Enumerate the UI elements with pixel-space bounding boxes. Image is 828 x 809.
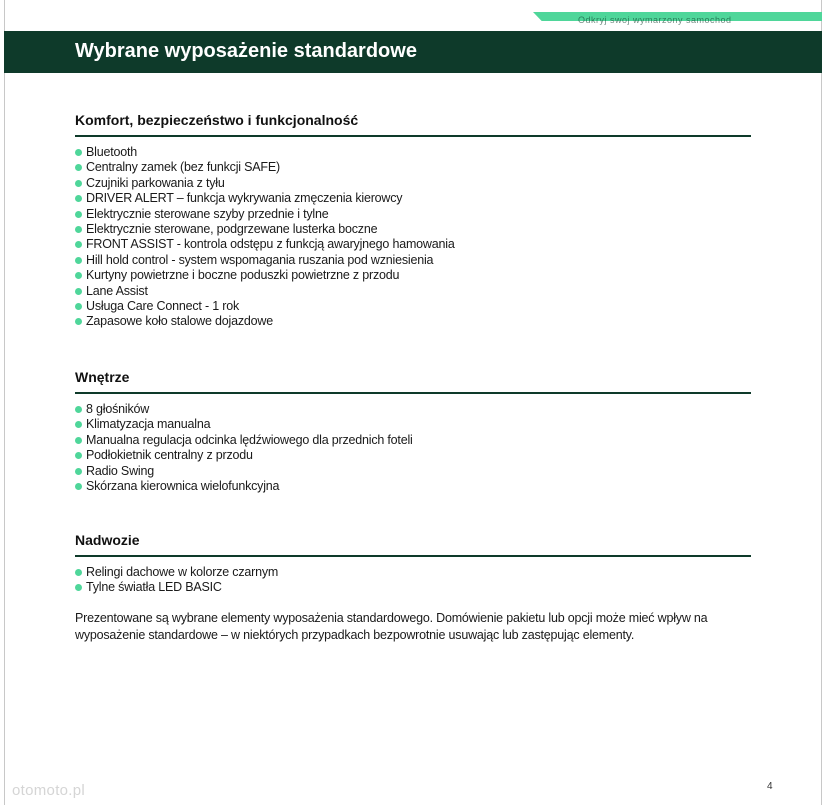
bullet-icon (75, 272, 82, 279)
list-item: Centralny zamek (bez funkcji SAFE) (75, 160, 751, 175)
list-item: Czujniki parkowania z tyłu (75, 176, 751, 191)
section-komfort (75, 112, 751, 330)
header-bar (4, 31, 822, 73)
page-number: 4 (767, 781, 773, 792)
section-title: Nadwozie (75, 532, 751, 557)
watermark: otomoto.pl (12, 782, 86, 799)
list-item: Elektrycznie sterowane, podgrzewane lusterka boczne (75, 222, 751, 237)
bullet-icon (75, 569, 82, 576)
list-item: Usługa Care Connect - 1 rok (75, 299, 751, 314)
list-item: Tylne światła LED BASIC (75, 580, 751, 595)
bullet-icon (75, 584, 82, 591)
list-item: Manualna regulacja odcinka lędźwiowego dla przednich foteli (75, 433, 751, 448)
section-wnetrze (75, 369, 751, 494)
bullet-icon (75, 468, 82, 475)
list-item: Kurtyny powietrzne i boczne poduszki powietrzne z przodu (75, 268, 751, 283)
bullet-icon (75, 303, 82, 310)
list-item: Radio Swing (75, 464, 751, 479)
list-item: Klimatyzacja manualna (75, 417, 751, 432)
bullet-icon (75, 195, 82, 202)
section-title: Komfort, bezpieczeństwo i funkcjonalność (75, 112, 751, 137)
disclaimer-note: Prezentowane są wybrane elementy wyposażenia standardowego. Domówienie pakietu lub opcji może mieć wpływ na wyposażenie standardowe – w niektórych przypadkach bezpowrotnie usuwając lub zastępując elementy. (75, 611, 708, 642)
list-item: Elektrycznie sterowane szyby przednie i tylne (75, 207, 751, 222)
bullet-icon (75, 406, 82, 413)
ribbon-text: Odkryj swoj wymarzony samochod (578, 15, 732, 25)
item-list (75, 565, 751, 596)
bullet-icon (75, 164, 82, 171)
list-item: Podłokietnik centralny z przodu (75, 448, 751, 463)
list-item: FRONT ASSIST - kontrola odstępu z funkcją awaryjnego hamowania (75, 237, 751, 252)
bullet-icon (75, 226, 82, 233)
bullet-icon (75, 257, 82, 264)
item-list (75, 402, 751, 494)
bullet-icon (75, 452, 82, 459)
bullet-icon (75, 421, 82, 428)
page-title: Wybrane wyposażenie standardowe (75, 40, 417, 62)
section-title: Wnętrze (75, 369, 751, 394)
list-item: Zapasowe koło stalowe dojazdowe (75, 314, 751, 329)
list-item: DRIVER ALERT – funkcja wykrywania zmęczenia kierowcy (75, 191, 751, 206)
bullet-icon (75, 211, 82, 218)
bullet-icon (75, 180, 82, 187)
bullet-icon (75, 241, 82, 248)
item-list (75, 145, 751, 330)
list-item: Skórzana kierownica wielofunkcyjna (75, 479, 751, 494)
list-item: 8 głośników (75, 402, 751, 417)
bullet-icon (75, 149, 82, 156)
list-item: Relingi dachowe w kolorze czarnym (75, 565, 751, 580)
bullet-icon (75, 437, 82, 444)
section-nadwozie (75, 532, 751, 596)
list-item: Lane Assist (75, 284, 751, 299)
list-item: Bluetooth (75, 145, 751, 160)
bullet-icon (75, 288, 82, 295)
list-item: Hill hold control - system wspomagania ruszania pod wzniesienia (75, 253, 751, 268)
bullet-icon (75, 318, 82, 325)
bullet-icon (75, 483, 82, 490)
